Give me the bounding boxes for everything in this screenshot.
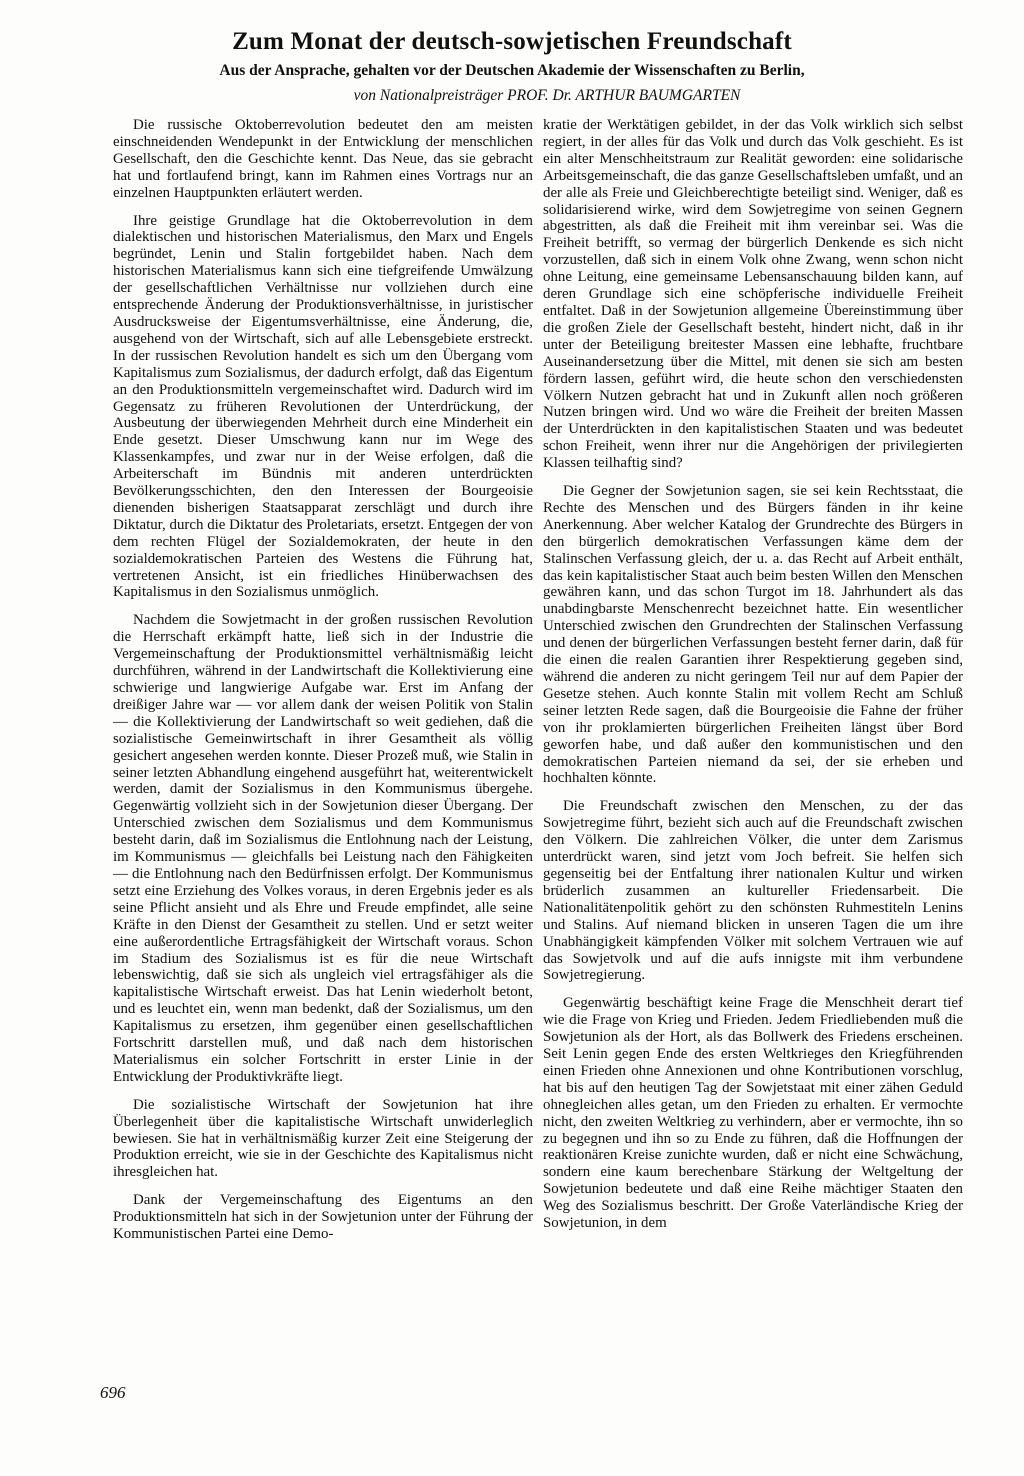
- paragraph: Die Gegner der Sowjetunion sagen, sie sei kein Rechtsstaat, die Rechte des Menschen und des Bürgers fänden in ihr keine Anerkennung. Aber welcher Katalog der Grundrechte des Bürgers in den bürgerlich demokratischen Verfassungen käme dem der Stalinschen Verfassung gleich, der u. a. das Recht auf Arbeit enthält, das kein kapitalistischer Staat auch beim besten Willen den Menschen gewähren kann, und das schon Turgot im 18. Jahrhundert als das unabdingbarste Menschenrecht bezeichnet hatte. Ein wesentlicher Unterschied zwischen den Grundrechten der Stalinschen Verfassung und denen der bürgerlichen Verfassungen besteht ferner darin, daß für die einen die realen Garantien ihrer Respektierung gegeben sind, während die anderen zu nicht geringem Teil nur auf dem Papier der Gesetze stehen. Auch konnte Stalin mit vollem Recht am Schluß seiner letzten Rede sagen, daß die Bourgeoisie die Fahne der früher von ihr proklamierten bürgerlichen Freiheiten längst über Bord geworfen habe, und daß außer den kommunistischen und den demokratischen Parteien niemand da sei, der sie erheben und hochhalten könnte.: [543, 483, 963, 787]
- paragraph: Dank der Vergemeinschaftung des Eigentums an den Produktionsmitteln hat sich in der Sowjetunion unter der Führung der Kommunistischen Partei eine Demo-: [113, 1192, 533, 1243]
- paragraph: Nachdem die Sowjetmacht in der großen russischen Revolution die Herrschaft erkämpft hatte, ließ sich in der Industrie die Vergemeinschaftung der Produktionsmittel verhältnismäßig leicht durchführen, während in der Landwirtschaft die Kollektivierung eine schwierige und langwierige Aufgabe war. Erst im Anfang der dreißiger Jahre war — vor allem dank der weisen Politik von Stalin — die Kollektivierung der Landwirtschaft so weit gediehen, daß die sozialistische Gemeinwirtschaft in ihrer Gesamtheit als völlig gesichert angesehen werden konnte. Dieser Prozeß muß, wie Stalin in seiner letzten Abhandlung eingehend ausgeführt hat, weiterentwickelt werden, damit der Sozialismus in den Kommunismus übergehe. Gegenwärtig vollzieht sich in der Sowjetunion dieser Übergang. Der Unterschied zwischen dem Sozialismus und dem Kommunismus besteht darin, daß im Sozialismus die Entlohnung nach der Leistung, im Kommunismus — gleichfalls bei Leistung nach den Fähigkeiten — die Entlohnung nach den Bedürfnissen erfolgt. Der Kommunismus setzt eine Erziehung des Volkes voraus, in deren Ergebnis jeder es als seine Pflicht ansieht und als Ehre und Freude empfindet, alle seine Kräfte in den Dienst der Gesamtheit zu stellen. Und er setzt weiter eine außerordentliche Ertragsfähigkeit der Wirtschaft voraus. Schon im Stadium des Sozialismus ist es für die neue Wirtschaft lebenswichtig, daß sie sich als ungleich viel ertragsfähiger als die kapitalistische Wirtschaft erweist. Das hat Lenin wiederholt betont, und es leuchtet ein, wenn man bedenkt, daß der Sozialismus, um den Kapitalismus zu ersetzen, ihm gegenüber einen gesellschaftlichen Fortschritt darstellen muß, und daß nach dem historischen Materialismus ein solcher Fortschritt in erster Linie in der Entwicklung der Produktivkräfte liegt.: [113, 612, 533, 1085]
- paragraph: Die Freundschaft zwischen den Menschen, zu der das Sowjetregime führt, bezieht sich auch auf die Freundschaft zwischen den Völkern. Die zahlreichen Völker, die unter dem Zarismus unterdrückt waren, sind jetzt vom Joch befreit. Sie helfen sich gegenseitig bei der Entfaltung ihrer nationalen Kultur und wirken brüderlich zusammen an kultureller Friedensarbeit. Die Nationalitätenpolitik gehört zu den schönsten Ruhmestiteln Lenins und Stalins. Auf niemand blicken in unseren Tagen die um ihre Unabhängigkeit kämpfenden Völker mit solchem Vertrauen wie auf das Sowjetvolk und auf die aufs innigste mit ihm verbundene Sowjetregierung.: [543, 798, 963, 984]
- article-byline: von Nationalpreisträger PROF. Dr. ARTHUR BAUMGARTEN: [353, 87, 741, 104]
- paragraph: Ihre geistige Grundlage hat die Oktoberrevolution in dem dialektischen und historischen Materialismus, den Marx und Engels begründet, Lenin und Stalin fortgebildet haben. Nach dem historischen Materialismus kann sich eine tiefgreifende Umwälzung der gesellschaftlichen Verhältnisse nur vollziehen durch eine entsprechende Änderung der Produktionsverhältnisse, in juristischer Ausdrucksweise der Eigentumsverhältnisse, eine Änderung, die, ausgehend von der Wirtschaft, sich auf alle Lebensgebiete erstreckt. In der russischen Revolution handelt es sich um den Übergang vom Kapitalismus zum Sozialismus, der dadurch erfolgt, daß das Eigentum an den Produktionsmitteln vergemeinschaftet wird. Dadurch wird im Gegensatz zu früheren Revolutionen der Unterdrückung, der Ausbeutung der überwiegenden Mehrheit durch eine Minderheit ein Ende gesetzt. Dieser Umschwung kann nur im Wege des Klassenkampfes, und zwar nur in der Weise erfolgen, daß die Arbeiterschaft im Bündnis mit anderen unterdrückten Bevölkerungsschichten, den den Interessen der Bourgeoisie dienenden bisherigen Staatsapparat zerschlägt und durch ihre Diktatur, durch die Diktatur des Proletariats, ersetzt. Entgegen der von dem rechten Flügel der Sozialdemokraten, der heute in den sozialdemokratischen Parteien des Westens die Führung hat, vertretenen Ansicht, ist ein friedliches Hinüberwachsen des Kapitalismus in den Sozialismus unmöglich.: [113, 212, 533, 601]
- page-number: 696: [100, 1383, 126, 1402]
- right-column: [543, 117, 963, 1243]
- article-title: Zum Monat der deutsch-sowjetischen Freundschaft: [232, 28, 792, 55]
- left-column: [113, 117, 533, 1254]
- paragraph: Gegenwärtig beschäftigt keine Frage die Menschheit derart tief wie die Frage von Krieg und Frieden. Jedem Friedliebenden muß die Sowjetunion als der Hort, als das Bollwerk des Friedens erscheinen. Seit Lenin gegen Ende des ersten Weltkrieges den Kriegführenden einen Frieden ohne Annexionen und ohne Kontributionen vorschlug, hat bis auf den heutigen Tag der Sowjetstaat mit einer zähen Geduld ohnegleichen alles getan, um den Frieden zu erhalten. Er vermochte nicht, den zweiten Weltkrieg zu verhindern, aber er vermochte, ihn so zu begegnen und ihn so zu Ende zu führen, daß die Hoffnungen der reaktionären Kreise zunichte wurden, daß er nicht eine Schwächung, sondern eine kaum berechenbare Stärkung der Weltgeltung der Sowjetunion bedeutete und daß eine Reihe mächtiger Staaten den Weg des Sozialismus beschritt. Der Große Vaterländische Krieg der Sowjetunion, in dem: [543, 995, 963, 1232]
- paragraph: Die russische Oktoberrevolution bedeutet den am meisten einschneidenden Wendepunkt in der Entwicklung der menschlichen Gesellschaft, den die Geschichte kennt. Das Neue, das sie gebracht hat und fortlaufend bringt, kann im Rahmen eines Vortrags nur an einzelnen Hauptpunkten erläutert werden.: [113, 117, 533, 201]
- article-subtitle: Aus der Ansprache, gehalten vor der Deutschen Akademie der Wissenschaften zu Berlin,: [219, 62, 805, 79]
- paragraph-continuation: kratie der Werktätigen gebildet, in der das Volk wirklich sich selbst regiert, in der alles für das Volk und durch das Volk geschieht. Es ist ein alter Menschheitstraum zur Realität geworden: eine solidarische Arbeitsgemeinschaft, die das ganze Gesellschaftsleben umfaßt, und an der alle als Freie und Gleichberechtigte beteiligt sind. Weniger, daß es solidarisierend wirke, wird dem Sowjetregime von seinen Gegnern abgestritten, als daß die Freiheit mit ihm vereinbar sei. Was die Freiheit betrifft, so vermag der bürgerlich Denkende es sich nicht vorzustellen, daß sich in einem Volk ohne Zwang, wenn schon nicht ohne Leitung, eine gemeinsame Lebensanschauung bilden kann, auf deren Grundlage sich eine schöpferische individuelle Freiheit entfaltet. Daß in der Sowjetunion allgemeine Übereinstimmung über die großen Ziele der Gesellschaft besteht, hindert nicht, daß in ihr unter der Beteiligung breitester Massen eine lebhafte, fruchtbare Auseinandersetzung über die Mittel, mit denen sie sich am besten fördern lassen, geführt wird, die heute schon den verschiedensten Völkern Nutzen gebracht hat und in Zukunft allen noch größeren Nutzen bringen wird. Und wo wäre die Freiheit der breiten Massen der Unterdrückten in den kapitalistischen Staaten und was bedeutet schon Freiheit, wenn ihrer nur die Angehörigen der privilegierten Klassen teilhaftig sind?: [543, 117, 963, 472]
- paragraph: Die sozialistische Wirtschaft der Sowjetunion hat ihre Überlegenheit über die kapitalistische Wirtschaft unwiderleglich bewiesen. Sie hat in verhältnismäßig kurzer Zeit eine Steigerung der Produktion erreicht, wie sie in der Geschichte des Kapitalismus nicht ihresgleichen hat.: [113, 1096, 533, 1181]
